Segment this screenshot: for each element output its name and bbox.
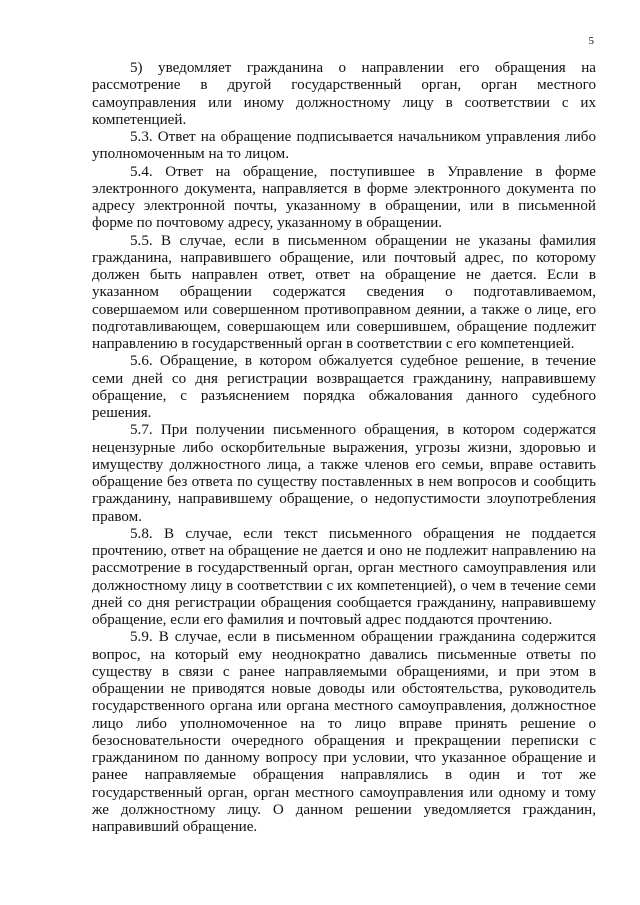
- paragraph-5-5: 5.5. В случае, если в письменном обращении не указаны фамилия гражданина, направившего обращение, или почтовый адрес, по которому должен быть направлен ответ, ответ на обращение не дается. Если в указанном обращении содержатся сведения о подготавливаемом, совершаемом или совершенном противоправном деянии, а также о лице, его подготавливающем, совершающем или совершившем, обращение подлежит направлению в государственный орган в соответствии с его компетенцией.: [92, 232, 596, 352]
- paragraph-item-5: 5) уведомляет гражданина о направлении его обращения на рассмотрение в другой государственный орган, орган местного самоуправления или иному должностному лицу в соответствии с их компетенцией.: [92, 60, 596, 128]
- paragraph-5-9: 5.9. В случае, если в письменном обращении гражданина содержится вопрос, на который ему неоднократно давались письменные ответы по существу в связи с ранее направляемыми обращениями, и при этом в обращении не приводятся новые доводы или обстоятельства, руководитель государственного органа или органа местного самоуправления, должностное лицо либо уполномоченное на то лицо вправе принять решение о безосновательности очередного обращения и прекращении переписки с гражданином по данному вопросу при условии, что указанное обращение и ранее направляемые обращения направлялись в один и тот же государственный орган, орган местного самоуправления или одному и тому же должностному лицу. О данном решении уведомляется гражданин, направивший обращение.: [92, 629, 596, 835]
- page-number: 5: [588, 35, 594, 47]
- paragraph-5-6: 5.6. Обращение, в котором обжалуется судебное решение, в течение семи дней со дня регистрации возвращается гражданину, направившему обращение, с разъяснением порядка обжалования данного судебного решения.: [92, 353, 596, 421]
- paragraph-5-3: 5.3. Ответ на обращение подписывается начальником управления либо уполномоченным на то лицом.: [92, 129, 596, 163]
- paragraph-5-8: 5.8. В случае, если текст письменного обращения не поддается прочтению, ответ на обращение не дается и оно не подлежит направлению на рассмотрение в государственный орган, орган местного самоуправления или должностному лицу в соответствии с их компетенцией), о чем в течение семи дней со дня регистрации обращения сообщается гражданину, направившему обращение, если его фамилия и почтовый адрес поддаются прочтению.: [92, 525, 596, 628]
- paragraph-5-4: 5.4. Ответ на обращение, поступившее в Управление в форме электронного документа, направляется в форме электронного документа по адресу электронной почты, указанному в обращении, или в письменной форме по почтовому адресу, указанному в обращении.: [92, 163, 596, 232]
- document-body: [92, 60, 596, 836]
- paragraph-5-7: 5.7. При получении письменного обращения, в котором содержатся нецензурные либо оскорбительные выражения, угрозы жизни, здоровью и имуществу должностного лица, а также членов его семьи, вправе оставить обращение без ответа по существу поставленных в нем вопросов и сообщить гражданину, направившему обращение, о недопустимости злоупотребления правом.: [92, 422, 596, 525]
